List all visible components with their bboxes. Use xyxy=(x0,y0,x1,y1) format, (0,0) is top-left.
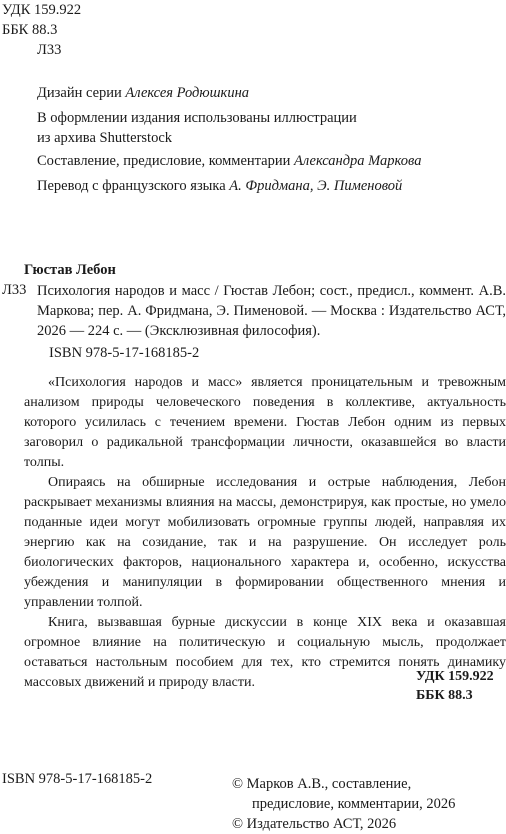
right-classification-codes xyxy=(416,667,494,705)
catalog-mark: Л33 xyxy=(2,282,27,298)
udk-code: УДК 159.922 xyxy=(2,2,82,18)
copyright-compiler-line-1: © Марков А.В., составление, xyxy=(232,776,412,792)
catalog-description: Психология народов и масс / Гюстав Лебон; сост., предисл., коммент. А.В. Маркова; пер. А. Фридмана, Э. Пименовой. — Москва : Издательство АСТ, 2026 — 224 с. — (Эксклюзивная философия). xyxy=(37,283,506,339)
classification-codes xyxy=(2,0,81,60)
copyright-block xyxy=(232,774,455,834)
design-name: Алексея Родюшкина xyxy=(125,85,250,101)
right-udk-code: УДК 159.922 xyxy=(416,669,494,684)
copyright-publisher: © Издательство АСТ, 2026 xyxy=(232,816,397,832)
compiler-label: Составление, предисловие, комментарии xyxy=(37,153,294,169)
author-mark: Л33 xyxy=(37,42,62,58)
compiler-name: Александра Маркова xyxy=(293,153,422,169)
translation-label: Перевод с французского языка xyxy=(37,178,230,194)
annotation-paragraph-1: «Психология народов и масс» является проницательным и тревожным анализом природы человеческого поведения в коллективе, актуальность которого усилилась с течением времени. Гюстав Лебон одним из первых заговорил о радикальной трансформации личности, оказавшейся во власти толпы. xyxy=(24,375,506,470)
translation-names: А. Фридмана, Э. Пименовой xyxy=(229,178,403,194)
right-bbk-code: ББК 88.3 xyxy=(416,688,473,703)
design-credit xyxy=(37,83,249,103)
catalog-author: Гюстав Лебон xyxy=(24,262,116,278)
compiler-credit xyxy=(37,151,421,171)
translation-credit xyxy=(37,176,402,196)
annotation-paragraph-2: Опираясь на обширные исследования и острые наблюдения, Лебон раскрывает механизмы влияния на массы, демонстрируя, как простые, но умело поданные идеи могут мобилизовать огромные группы людей, направляя их энергию как на созидание, так и на разрушение. Он исследует роль биологических факторов, национального характера и, особенно, искусства убеждения и манипуляции в формировании общественного мнения и управлении толпой. xyxy=(24,475,506,610)
illustrations-line-1: В оформлении издания использованы иллюстрации xyxy=(37,110,357,126)
design-label: Дизайн серии xyxy=(37,85,126,101)
illustrations-credit xyxy=(37,108,357,148)
annotation-paragraph-3: Книга, вызвавшая бурные дискуссии в конце XIX века и оказавшая огромное влияние на политическую и социальную мысль, продолжает оставаться настольным пособием для тех, кто стремится понять динамику массовых движений и природу власти. xyxy=(24,615,506,690)
illustrations-line-2: из архива Shutterstock xyxy=(37,130,173,146)
copyright-compiler-line-2: предисловие, комментарии, 2026 xyxy=(252,796,456,812)
bbk-code: ББК 88.3 xyxy=(2,22,58,38)
annotation xyxy=(24,373,506,693)
footer-isbn: ISBN 978-5-17-168185-2 xyxy=(2,771,153,787)
catalog-isbn: ISBN 978-5-17-168185-2 xyxy=(49,345,200,361)
